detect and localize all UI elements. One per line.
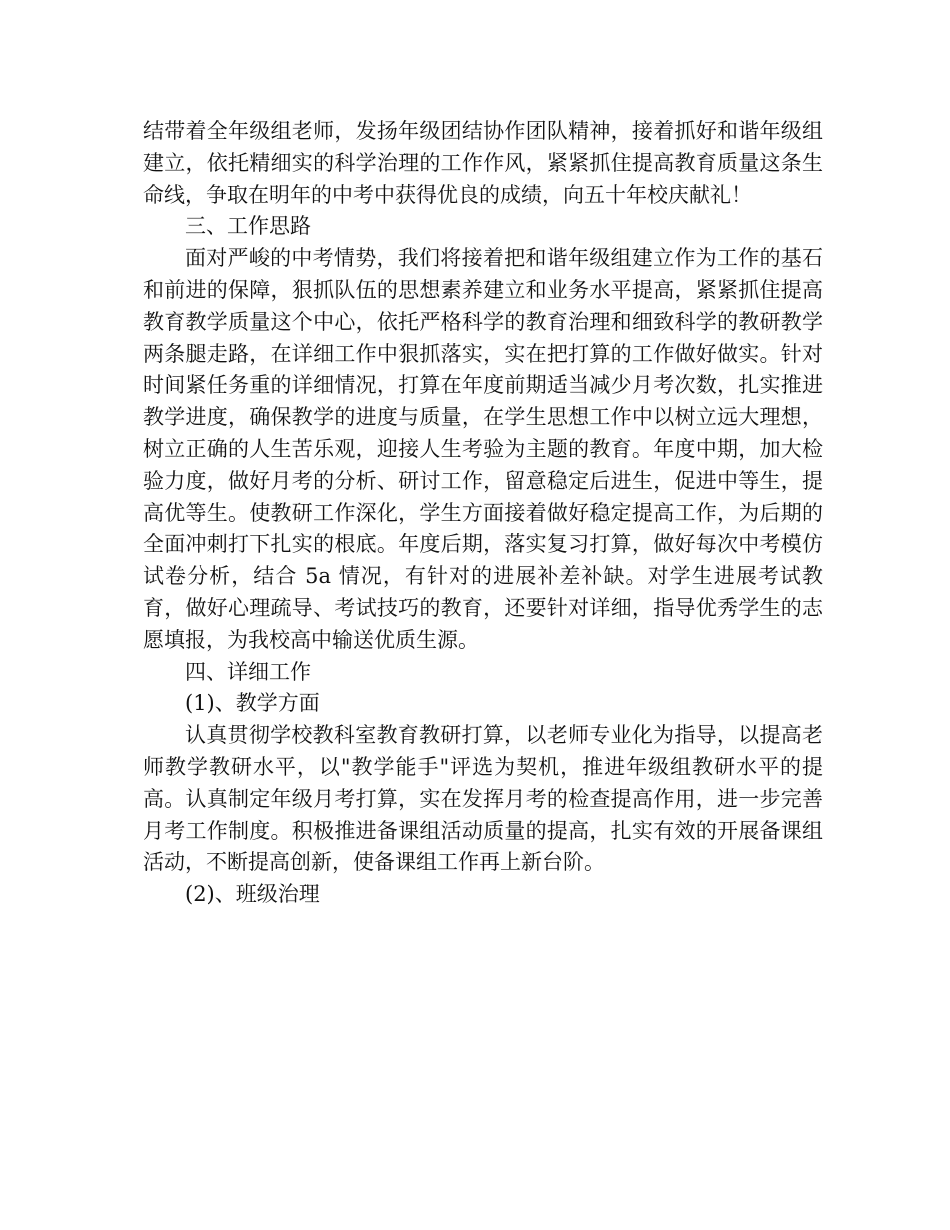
subsection-heading-class-management: (2)、班级治理 [185,882,320,907]
document-page [143,116,823,911]
section-heading-work-approach: 三、工作思路 [185,214,311,239]
subsection-heading-teaching: (1)、教学方面 [185,691,320,716]
paragraph-teaching: 认真贯彻学校教科室教育教研打算，以老师专业化为指导，以提高老师教学教研水平，以"教学能手"评选为契机，推进年级组教研水平的提高。认真制定年级月考打算，实在发挥月考的检查提高作用，进一步完善月考工作制度。积极推进备课组活动质量的提高，扎实有效的开展备课组活动，不断提高创新，使备课组工作再上新台阶。 [143,723,823,875]
paragraph-closing-goal: 结带着全年级组老师，发扬年级团结协作团队精神，接着抓好和谐年级组建立，依托精细实的科学治理的工作作风，紧紧抓住提高教育质量这条生命线，争取在明年的中考中获得优良的成绩，向五十年校庆献礼！ [143,119,823,207]
paragraph-work-approach: 面对严峻的中考情势，我们将接着把和谐年级组建立作为工作的基石和前进的保障，狠抓队伍的思想素养建立和业务水平提高，紧紧抓住提高教育教学质量这个中心，依托严格科学的教育治理和细致科学的教研教学两条腿走路，在详细工作中狠抓落实，实在把打算的工作做好做实。针对时间紧任务重的详细情况，打算在年度前期适当减少月考次数，扎实推进教学进度，确保教学的进度与质量，在学生思想工作中以树立远大理想，树立正确的人生苦乐观，迎接人生考验为主题的教育。年度中期，加大检验力度，做好月考的分析、研讨工作，留意稳定后进生，促进中等生，提高优等生。使教研工作深化，学生方面接着做好稳定提高工作，为后期的全面冲刺打下扎实的根底。年度后期，落实复习打算，做好每次中考模仿试卷分析，结合 5a 情况，有针对的进展补差补缺。对学生进展考试教育，做好心理疏导、考试技巧的教育，还要针对详细，指导优秀学生的志愿填报，为我校高中输送优质生源。 [143,246,823,652]
section-heading-specific-work: 四、详细工作 [185,659,311,684]
